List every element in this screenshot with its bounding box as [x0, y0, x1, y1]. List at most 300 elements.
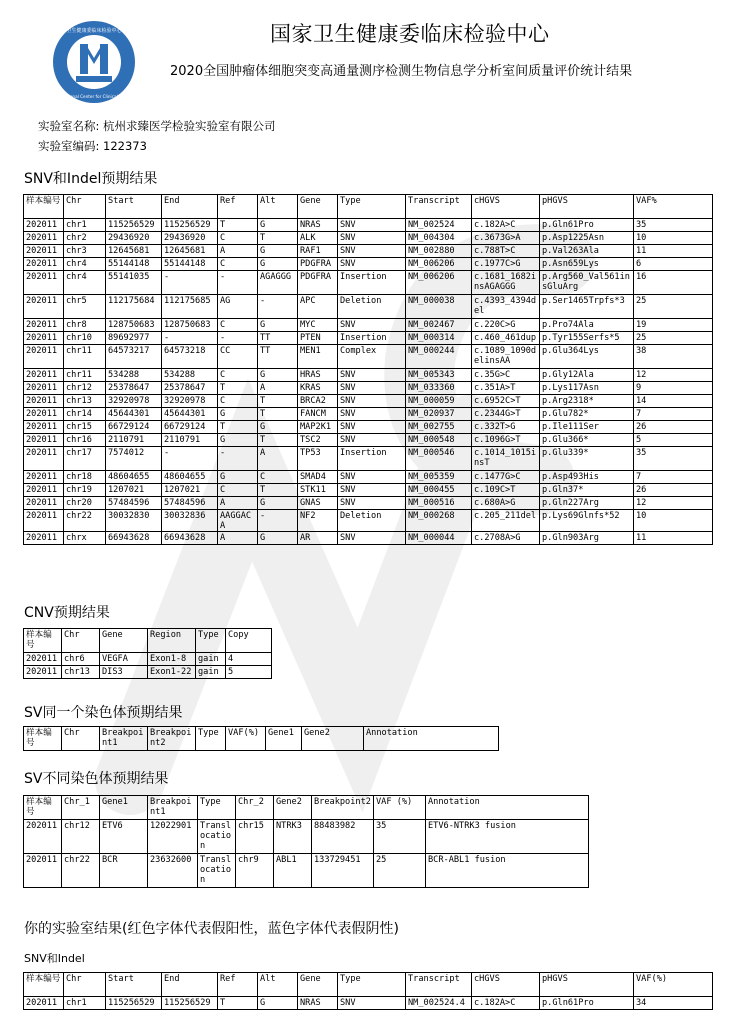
table-cell: 202011 [24, 653, 62, 666]
svg-text:卫生健康委临床检验中心: 卫生健康委临床检验中心 [66, 28, 122, 34]
table-cell: NF2 [298, 510, 338, 532]
table-header-cell: Chr [62, 727, 100, 751]
table-cell: 202011 [24, 219, 64, 232]
table-cell: chr22 [64, 510, 106, 532]
table-cell: p.Val263Ala [540, 245, 634, 258]
table-row [24, 854, 589, 888]
table-cell: chr14 [64, 408, 106, 421]
table-header-cell: Gene2 [302, 727, 364, 751]
table-cell: NM_000059 [406, 395, 472, 408]
sv-diff-table [23, 795, 589, 888]
table-cell: G [258, 532, 298, 545]
table-cell: Translocation [198, 820, 236, 854]
table-cell: 202011 [24, 332, 64, 345]
table-cell: MYC [298, 319, 338, 332]
table-cell: TT [258, 345, 298, 369]
table-cell: PTEN [298, 332, 338, 345]
table-cell: p.Asn659Lys [540, 258, 634, 271]
table-header-cell: 样本编号 [24, 796, 62, 820]
table-cell: Translocation [198, 854, 236, 888]
table-cell: T [258, 484, 298, 497]
table-cell: c.3673G>A [472, 232, 540, 245]
table-cell: c.1681_1682insAGAGGG [472, 271, 540, 295]
table-header-cell: Ref [218, 195, 258, 219]
table-cell: chr17 [64, 447, 106, 471]
lab-name: 实验室名称: 杭州求臻医学检验实验室有限公司 [38, 119, 276, 133]
table-cell: c.2708A>G [472, 532, 540, 545]
table-cell: 25 [634, 295, 713, 319]
table-row [24, 497, 713, 510]
table-header-cell: Breakpoint1 [100, 727, 148, 751]
table-header-cell: Gene [298, 195, 338, 219]
table-header-cell: Transcript [406, 195, 472, 219]
table-cell: 5 [226, 666, 272, 679]
table-cell: 202011 [24, 510, 64, 532]
table-cell: chr18 [64, 471, 106, 484]
svg-text:National Center for Clinical L: National Center for Clinical Lab [61, 94, 127, 99]
table-header-cell: 样本编号 [24, 727, 62, 751]
table-cell: NM_002880 [406, 245, 472, 258]
table-cell: NM_004304 [406, 232, 472, 245]
table-cell: G [258, 369, 298, 382]
table-cell: chr9 [236, 854, 274, 888]
table-cell: G [218, 408, 258, 421]
table-row [24, 295, 713, 319]
nccl-logo [52, 20, 136, 104]
table-cell: 202011 [24, 421, 64, 434]
table-cell: 25378647 [162, 382, 218, 395]
table-cell: c.182A>C [472, 997, 540, 1010]
table-cell: 26 [634, 421, 713, 434]
table-cell: Complex [338, 345, 406, 369]
page-subtitle: 2020全国肿瘤体细胞突变高通量测序检测生物信息学分析室间质量评价统计结果 [170, 64, 633, 79]
your-results-title: 你的实验室结果(红色字体代表假阳性，蓝色字体代表假阴性) [24, 921, 399, 937]
table-cell: chr19 [64, 484, 106, 497]
table-cell: c.1477G>C [472, 471, 540, 484]
table-cell: 202011 [24, 395, 64, 408]
table-cell: 10 [634, 232, 713, 245]
table-header-row [24, 727, 499, 751]
table-cell: 202011 [24, 271, 64, 295]
table-cell: BCR [100, 854, 148, 888]
table-cell: p.Gln37* [540, 484, 634, 497]
table-row [24, 232, 713, 245]
table-header-cell: Region [148, 629, 196, 653]
table-cell: 64573218 [162, 345, 218, 369]
table-cell: 202011 [24, 854, 62, 888]
table-cell: SNV [338, 421, 406, 434]
table-cell: 66729124 [106, 421, 162, 434]
table-cell: 48604655 [106, 471, 162, 484]
table-cell: - [218, 271, 258, 295]
table-cell: G [258, 319, 298, 332]
table-cell: KRAS [298, 382, 338, 395]
table-cell: 128750683 [162, 319, 218, 332]
table-header-cell: 样本编号 [24, 195, 64, 219]
table-header-row [24, 195, 713, 219]
table-row [24, 997, 713, 1010]
table-cell: 35 [634, 447, 713, 471]
table-cell: NM_005343 [406, 369, 472, 382]
cnv-expected-table [23, 628, 272, 679]
table-row [24, 369, 713, 382]
table-cell: NM_005359 [406, 471, 472, 484]
table-header-row [24, 796, 589, 820]
table-header-cell: Type [338, 195, 406, 219]
table-cell: p.Lys69Glnfs*52 [540, 510, 634, 532]
table-header-cell: Copy [226, 629, 272, 653]
table-cell: 45644301 [106, 408, 162, 421]
table-cell: NM_002524 [406, 219, 472, 232]
table-cell: T [258, 434, 298, 447]
table-cell: - [218, 447, 258, 471]
table-row [24, 666, 272, 679]
snv-expected-table [23, 194, 713, 545]
table-cell: G [258, 245, 298, 258]
table-cell: SMAD4 [298, 471, 338, 484]
table-cell: 64573217 [106, 345, 162, 369]
table-header-cell: Chr [64, 973, 106, 997]
table-header-cell: Transcript [406, 973, 472, 997]
table-row [24, 471, 713, 484]
table-header-cell: Gene2 [274, 796, 312, 820]
table-cell: c.1014_1015insT [472, 447, 540, 471]
table-cell: AGAGGG [258, 271, 298, 295]
table-cell: 202011 [24, 382, 64, 395]
table-cell: 202011 [24, 497, 64, 510]
table-cell: G [258, 421, 298, 434]
table-cell: SNV [338, 408, 406, 421]
table-cell: NM_000268 [406, 510, 472, 532]
table-cell: c.6952C>T [472, 395, 540, 408]
table-cell: Insertion [338, 447, 406, 471]
table-header-cell: Type [196, 629, 226, 653]
table-cell: c.2344G>T [472, 408, 540, 421]
table-cell: chr15 [236, 820, 274, 854]
table-row [24, 219, 713, 232]
table-cell: T [218, 997, 258, 1010]
table-cell: NM_000516 [406, 497, 472, 510]
table-header-cell: Chr [64, 195, 106, 219]
table-cell: NM_000455 [406, 484, 472, 497]
table-cell: FANCM [298, 408, 338, 421]
table-cell: STK11 [298, 484, 338, 497]
table-cell: A [218, 497, 258, 510]
table-cell: c.351A>T [472, 382, 540, 395]
table-cell: 202011 [24, 369, 64, 382]
table-cell: SNV [338, 245, 406, 258]
table-header-cell: Type [338, 973, 406, 997]
table-cell: Deletion [338, 510, 406, 532]
table-header-cell: cHGVS [472, 195, 540, 219]
table-cell: NM_000038 [406, 295, 472, 319]
table-row [24, 484, 713, 497]
table-cell: p.Pro74Ala [540, 319, 634, 332]
table-cell: 25378647 [106, 382, 162, 395]
table-header-cell: Start [106, 973, 162, 997]
table-cell: chr1 [64, 997, 106, 1010]
table-cell: T [258, 395, 298, 408]
table-cell: A [258, 382, 298, 395]
table-cell: 55141035 [106, 271, 162, 295]
table-cell: C [218, 232, 258, 245]
table-cell: 202011 [24, 408, 64, 421]
table-row [24, 408, 713, 421]
table-cell: p.Arg2318* [540, 395, 634, 408]
table-cell: CC [218, 345, 258, 369]
table-cell: 534288 [106, 369, 162, 382]
table-header-cell: Type [198, 796, 236, 820]
table-cell: NM_006206 [406, 258, 472, 271]
table-cell: SNV [338, 382, 406, 395]
table-cell: 12022901 [148, 820, 198, 854]
table-header-cell: pHGVS [540, 195, 634, 219]
table-header-cell: Chr_1 [62, 796, 100, 820]
table-header-cell: cHGVS [472, 973, 540, 997]
table-header-cell: VAF (%) [374, 796, 426, 820]
table-cell: 2110791 [106, 434, 162, 447]
table-header-cell: Chr_2 [236, 796, 274, 820]
table-cell: Insertion [338, 332, 406, 345]
table-row [24, 245, 713, 258]
sv-diff-title: SV不同染色体预期结果 [24, 771, 169, 787]
table-cell: 12 [634, 497, 713, 510]
table-header-cell: 样本编号 [24, 629, 62, 653]
table-cell: NM_002467 [406, 319, 472, 332]
table-header-cell: Gene1 [266, 727, 302, 751]
table-cell: T [218, 421, 258, 434]
table-cell: PDGFRA [298, 258, 338, 271]
table-cell: 202011 [24, 434, 64, 447]
cnv-expected-title: CNV预期结果 [24, 605, 110, 621]
table-cell: p.Asp1225Asn [540, 232, 634, 245]
table-cell: 133729451 [312, 854, 374, 888]
table-header-cell: VAF(%) [634, 973, 713, 997]
table-cell: NM_033360 [406, 382, 472, 395]
table-cell: NM_020937 [406, 408, 472, 421]
table-cell: 55144148 [162, 258, 218, 271]
table-header-cell: Gene1 [100, 796, 148, 820]
table-cell: 66729124 [162, 421, 218, 434]
table-cell: 534288 [162, 369, 218, 382]
table-header-cell: Type [196, 727, 226, 751]
table-cell: SNV [338, 497, 406, 510]
sv-same-title: SV同一个染色体预期结果 [24, 705, 183, 721]
table-cell: chr5 [64, 295, 106, 319]
table-cell: ETV6-NTRK3 fusion [426, 820, 589, 854]
table-cell: NM_002755 [406, 421, 472, 434]
table-cell: SNV [338, 319, 406, 332]
table-cell: ABL1 [274, 854, 312, 888]
table-cell: chr4 [64, 271, 106, 295]
table-cell: GNAS [298, 497, 338, 510]
table-cell: T [258, 408, 298, 421]
table-cell: 202011 [24, 532, 64, 545]
table-cell: TSC2 [298, 434, 338, 447]
table-cell: gain [196, 653, 226, 666]
table-row [24, 510, 713, 532]
table-cell: chr22 [62, 854, 100, 888]
table-cell: SNV [338, 369, 406, 382]
table-cell: SNV [338, 219, 406, 232]
table-cell: 202011 [24, 666, 62, 679]
table-cell: chr12 [64, 382, 106, 395]
table-cell: 34 [634, 997, 713, 1010]
table-cell: - [258, 510, 298, 532]
table-cell: chr20 [64, 497, 106, 510]
snv-expected-title: SNV和Indel预期结果 [24, 171, 158, 187]
table-cell: 29436920 [162, 232, 218, 245]
table-cell: 202011 [24, 997, 64, 1010]
table-cell: - [162, 447, 218, 471]
table-cell: p.Arg560_Val561insGluArg [540, 271, 634, 295]
table-cell: c.1096G>T [472, 434, 540, 447]
table-cell: c.460_461dup [472, 332, 540, 345]
table-cell: 38 [634, 345, 713, 369]
table-cell: 30032836 [162, 510, 218, 532]
table-cell: p.Asp493His [540, 471, 634, 484]
table-cell: ALK [298, 232, 338, 245]
table-header-cell: End [162, 195, 218, 219]
table-cell: A [218, 245, 258, 258]
table-cell: 9 [634, 382, 713, 395]
table-cell: C [258, 471, 298, 484]
table-cell: 202011 [24, 295, 64, 319]
table-cell: 115256529 [162, 219, 218, 232]
table-cell: 6 [634, 258, 713, 271]
table-cell: chr12 [62, 820, 100, 854]
table-cell: SNV [338, 484, 406, 497]
table-cell: chr3 [64, 245, 106, 258]
table-cell: - [258, 295, 298, 319]
table-cell: 48604655 [162, 471, 218, 484]
table-cell: 16 [634, 271, 713, 295]
table-cell: 1207021 [162, 484, 218, 497]
table-header-cell: Breakpoint1 [148, 796, 198, 820]
table-row [24, 345, 713, 369]
table-cell: 11 [634, 532, 713, 545]
table-cell: 202011 [24, 484, 64, 497]
table-cell: A [218, 532, 258, 545]
table-cell: c.1977C>G [472, 258, 540, 271]
table-cell: C [218, 319, 258, 332]
table-cell: Deletion [338, 295, 406, 319]
table-cell: G [258, 997, 298, 1010]
table-cell: 26 [634, 484, 713, 497]
your-snv-title: SNV和Indel [24, 952, 85, 965]
table-cell: c.220C>G [472, 319, 540, 332]
table-cell: NM_000546 [406, 447, 472, 471]
table-cell: chr10 [64, 332, 106, 345]
table-cell: 32920978 [162, 395, 218, 408]
table-cell: 202011 [24, 447, 64, 471]
table-cell: chr16 [64, 434, 106, 447]
table-cell: 7574012 [106, 447, 162, 471]
table-cell: 202011 [24, 471, 64, 484]
table-row [24, 447, 713, 471]
table-cell: 35 [374, 820, 426, 854]
table-cell: NM_006206 [406, 271, 472, 295]
table-cell: c.1089_1090delinsAA [472, 345, 540, 369]
table-cell: G [218, 434, 258, 447]
table-row [24, 395, 713, 408]
table-cell: G [218, 471, 258, 484]
table-cell: chrx [64, 532, 106, 545]
table-cell: p.Gln903Arg [540, 532, 634, 545]
table-cell: C [218, 369, 258, 382]
table-cell: p.Gln61Pro [540, 997, 634, 1010]
table-cell: 115256529 [162, 997, 218, 1010]
table-cell: 202011 [24, 345, 64, 369]
table-cell: 45644301 [162, 408, 218, 421]
table-cell: RAF1 [298, 245, 338, 258]
table-cell: p.Glu339* [540, 447, 634, 471]
table-cell: 112175685 [162, 295, 218, 319]
table-row [24, 332, 713, 345]
table-cell: 55144148 [106, 258, 162, 271]
table-header-cell: Annotation [426, 796, 589, 820]
table-cell: NM_000244 [406, 345, 472, 369]
table-cell: PDGFRA [298, 271, 338, 295]
table-cell: chr4 [64, 258, 106, 271]
table-header-cell: pHGVS [540, 973, 634, 997]
table-cell: MEN1 [298, 345, 338, 369]
sv-same-table [23, 726, 499, 751]
table-cell: AR [298, 532, 338, 545]
table-cell: 128750683 [106, 319, 162, 332]
table-cell: SNV [338, 434, 406, 447]
table-cell: 7 [634, 471, 713, 484]
table-cell: chr13 [64, 395, 106, 408]
table-cell: 23632600 [148, 854, 198, 888]
table-row [24, 382, 713, 395]
table-cell: 202011 [24, 258, 64, 271]
table-cell: C [218, 395, 258, 408]
table-header-cell: VAF(%) [226, 727, 266, 751]
table-cell: p.Glu364Lys [540, 345, 634, 369]
table-cell: NM_002524.4 [406, 997, 472, 1010]
table-cell: HRAS [298, 369, 338, 382]
table-cell: c.109C>T [472, 484, 540, 497]
table-cell: T [218, 219, 258, 232]
table-cell: 7 [634, 408, 713, 421]
table-row [24, 820, 589, 854]
page-title: 国家卫生健康委临床检验中心 [270, 22, 550, 46]
table-cell: 88483982 [312, 820, 374, 854]
table-cell: 115256529 [106, 219, 162, 232]
table-cell: p.Gln61Pro [540, 219, 634, 232]
table-cell: 29436920 [106, 232, 162, 245]
table-cell: AAGGACA [218, 510, 258, 532]
table-cell: SNV [338, 471, 406, 484]
table-cell: 14 [634, 395, 713, 408]
table-header-cell: 样本编号 [24, 973, 64, 997]
table-cell: T [258, 232, 298, 245]
table-cell: 12 [634, 369, 713, 382]
table-cell: G [258, 258, 298, 271]
table-cell: DIS3 [100, 666, 148, 679]
table-cell: 57484596 [106, 497, 162, 510]
table-cell: p.Gln227Arg [540, 497, 634, 510]
table-cell: 112175684 [106, 295, 162, 319]
table-cell: SNV [338, 232, 406, 245]
table-row [24, 421, 713, 434]
table-cell: NM_000044 [406, 532, 472, 545]
table-cell: C [218, 484, 258, 497]
table-cell: p.Glu366* [540, 434, 634, 447]
table-cell: 66943628 [106, 532, 162, 545]
table-row [24, 271, 713, 295]
